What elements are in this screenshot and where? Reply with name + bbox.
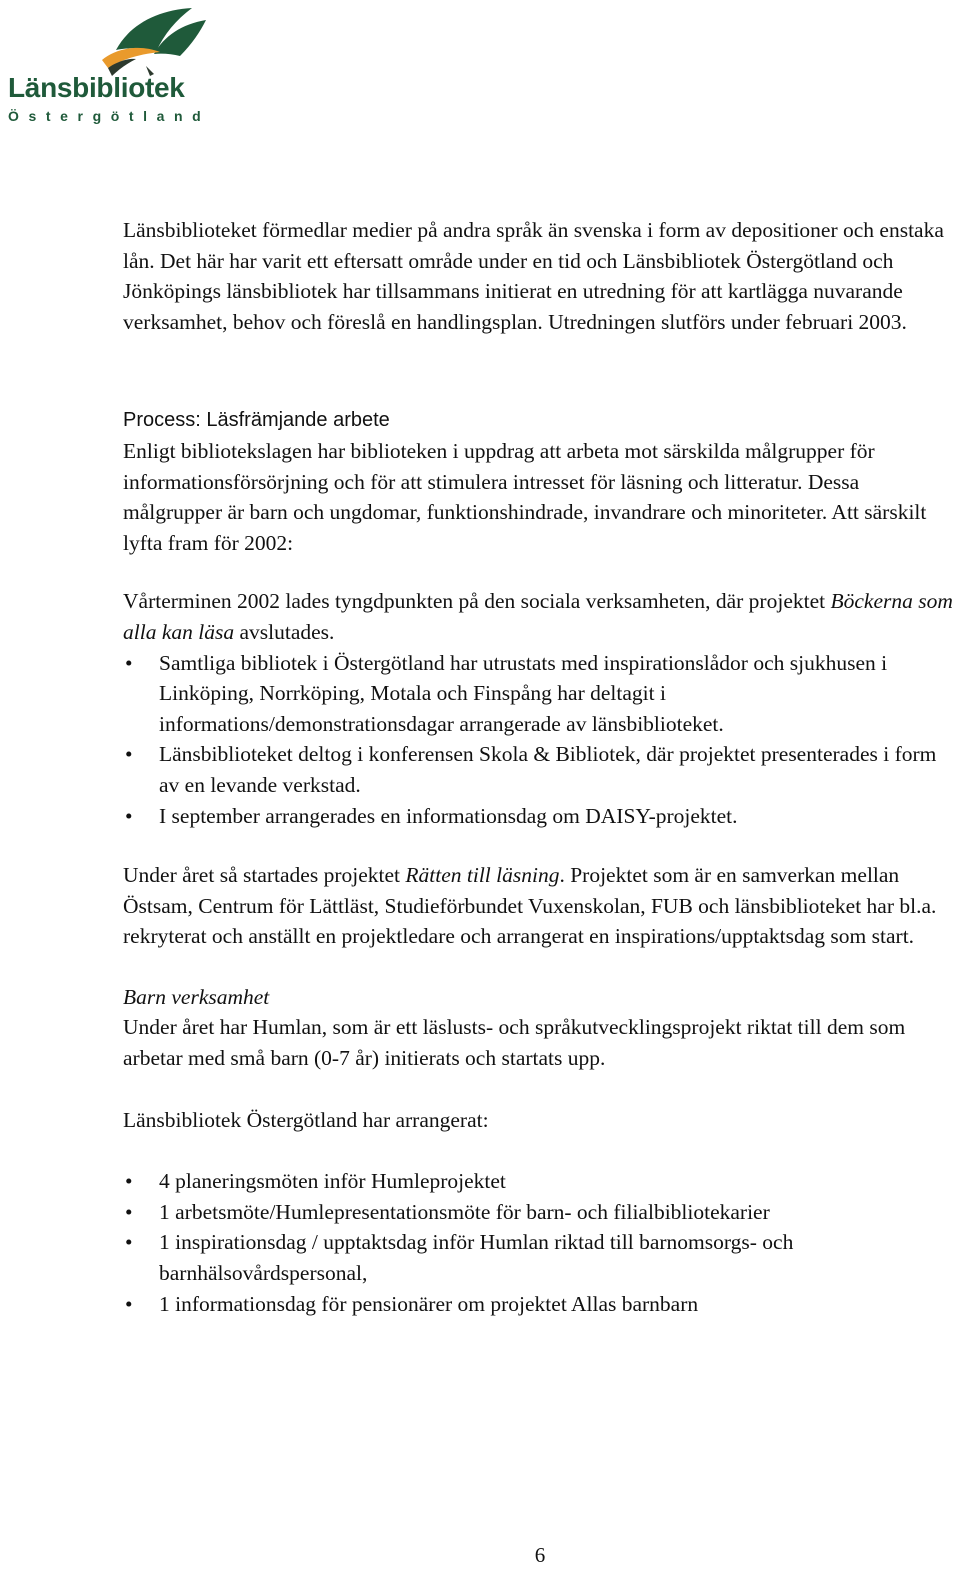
logo-title: Länsbibliotek bbox=[8, 72, 185, 103]
spring-project-title: Böckerna som alla kan läsa bbox=[123, 589, 953, 644]
list-item bbox=[123, 1289, 953, 1320]
arranged-paragraph: Länsbibliotek Östergötland har arrangerat: bbox=[123, 1107, 489, 1132]
logo-subtitle: Östergötland bbox=[8, 108, 211, 124]
year-text-before: Under året så startades projektet bbox=[123, 863, 406, 888]
arranged-list bbox=[123, 1166, 953, 1319]
process-paragraph: Enligt bibliotekslagen har biblioteken i uppdrag att arbeta mot särskilda målgrupper för informationsförsörjning och för att stimulera intresset för läsning och litteratur. Dessa målgrupper är barn och ungdomar, funktionshindrade, invandrare och minoriteter. Att särskilt lyfta fram för 2002: bbox=[123, 438, 927, 555]
list-item-text: Samtliga bibliotek i Östergötland har utrustats med inspirationslådor och sjukhusen i Linköping, Norrköping, Motala och Finspång har deltagit i informations/demonstrationsdagar arrangerade av länsbiblioteket. bbox=[159, 650, 888, 736]
document-body bbox=[123, 215, 953, 1319]
spring-text-before: Vårterminen 2002 lades tyngdpunkten på den sociala verksamheten, där projektet bbox=[123, 589, 831, 614]
process-heading: Process: Läsfrämjande arbete bbox=[123, 409, 390, 432]
children-paragraph: Under året har Humlan, som är ett läslusts- och språkutvecklingsprojekt riktat till dem som arbetar med små barn (0-7 år) initierats och startats upp. bbox=[123, 1015, 906, 1071]
list-item-text: 1 informationsdag för pensionärer om projektet Allas barnbarn bbox=[159, 1291, 699, 1316]
bullet-icon: • bbox=[125, 650, 133, 675]
list-item bbox=[123, 739, 953, 800]
list-item-text: I september arrangerades en informationsdag om DAISY-projektet. bbox=[159, 803, 738, 828]
bullet-icon: • bbox=[125, 1169, 133, 1194]
list-item-text: Länsbiblioteket deltog i konferensen Skola & Bibliotek, där projektet presenterades i form av en levande verkstad. bbox=[159, 742, 937, 797]
list-item bbox=[123, 648, 953, 740]
bullet-icon: • bbox=[125, 742, 133, 767]
year-text-after: . Projektet som är en samverkan mellan Östsam, Centrum för Lättläst, Studieförbundet Vuxenskolan, FUB och länsbiblioteket har bl.a. rekryterat och anställt en projektledare och arrangerat en inspirations/upptaktsdag som start. bbox=[123, 863, 937, 949]
activities-list bbox=[123, 648, 953, 832]
bullet-icon: • bbox=[125, 803, 133, 828]
spring-text-after: avslutades. bbox=[234, 619, 335, 644]
list-item bbox=[123, 801, 953, 832]
list-item-text: 1 inspirationsdag / upptaktsdag inför Humlan riktad till barnomsorgs- och barnhälsovårdspersonal, bbox=[159, 1230, 794, 1286]
bullet-icon: • bbox=[125, 1199, 133, 1224]
list-item bbox=[123, 1197, 953, 1228]
year-project-title: Rätten till läsning bbox=[405, 863, 560, 888]
list-item bbox=[123, 1166, 953, 1197]
list-item bbox=[123, 1227, 953, 1288]
bullet-icon: • bbox=[125, 1291, 133, 1316]
page-number: 6 bbox=[534, 1543, 546, 1567]
lansbibliotek-logo bbox=[4, 2, 214, 126]
list-item-text: 4 planeringsmöten inför Humleprojektet bbox=[159, 1169, 506, 1194]
bullet-icon: • bbox=[125, 1230, 133, 1255]
year-paragraph bbox=[123, 860, 953, 952]
list-item-text: 1 arbetsmöte/Humlepresentationsmöte för barn- och filialbibliotekarier bbox=[159, 1199, 770, 1224]
children-heading: Barn verksamhet bbox=[123, 984, 270, 1009]
intro-paragraph: Länsbiblioteket förmedlar medier på andra språk än svenska i form av depositioner och enstaka lån. Det här har varit ett eftersatt område under en tid och Länsbibliotek Östergötland och Jönköpings länsbibliotek har tillsammans initierat en utredning för att kartlägga nuvarande verksamhet, behov och föreslå en handlingsplan. Utredningen slutförs under februari 2003. bbox=[123, 218, 944, 334]
spring-paragraph bbox=[123, 586, 953, 647]
